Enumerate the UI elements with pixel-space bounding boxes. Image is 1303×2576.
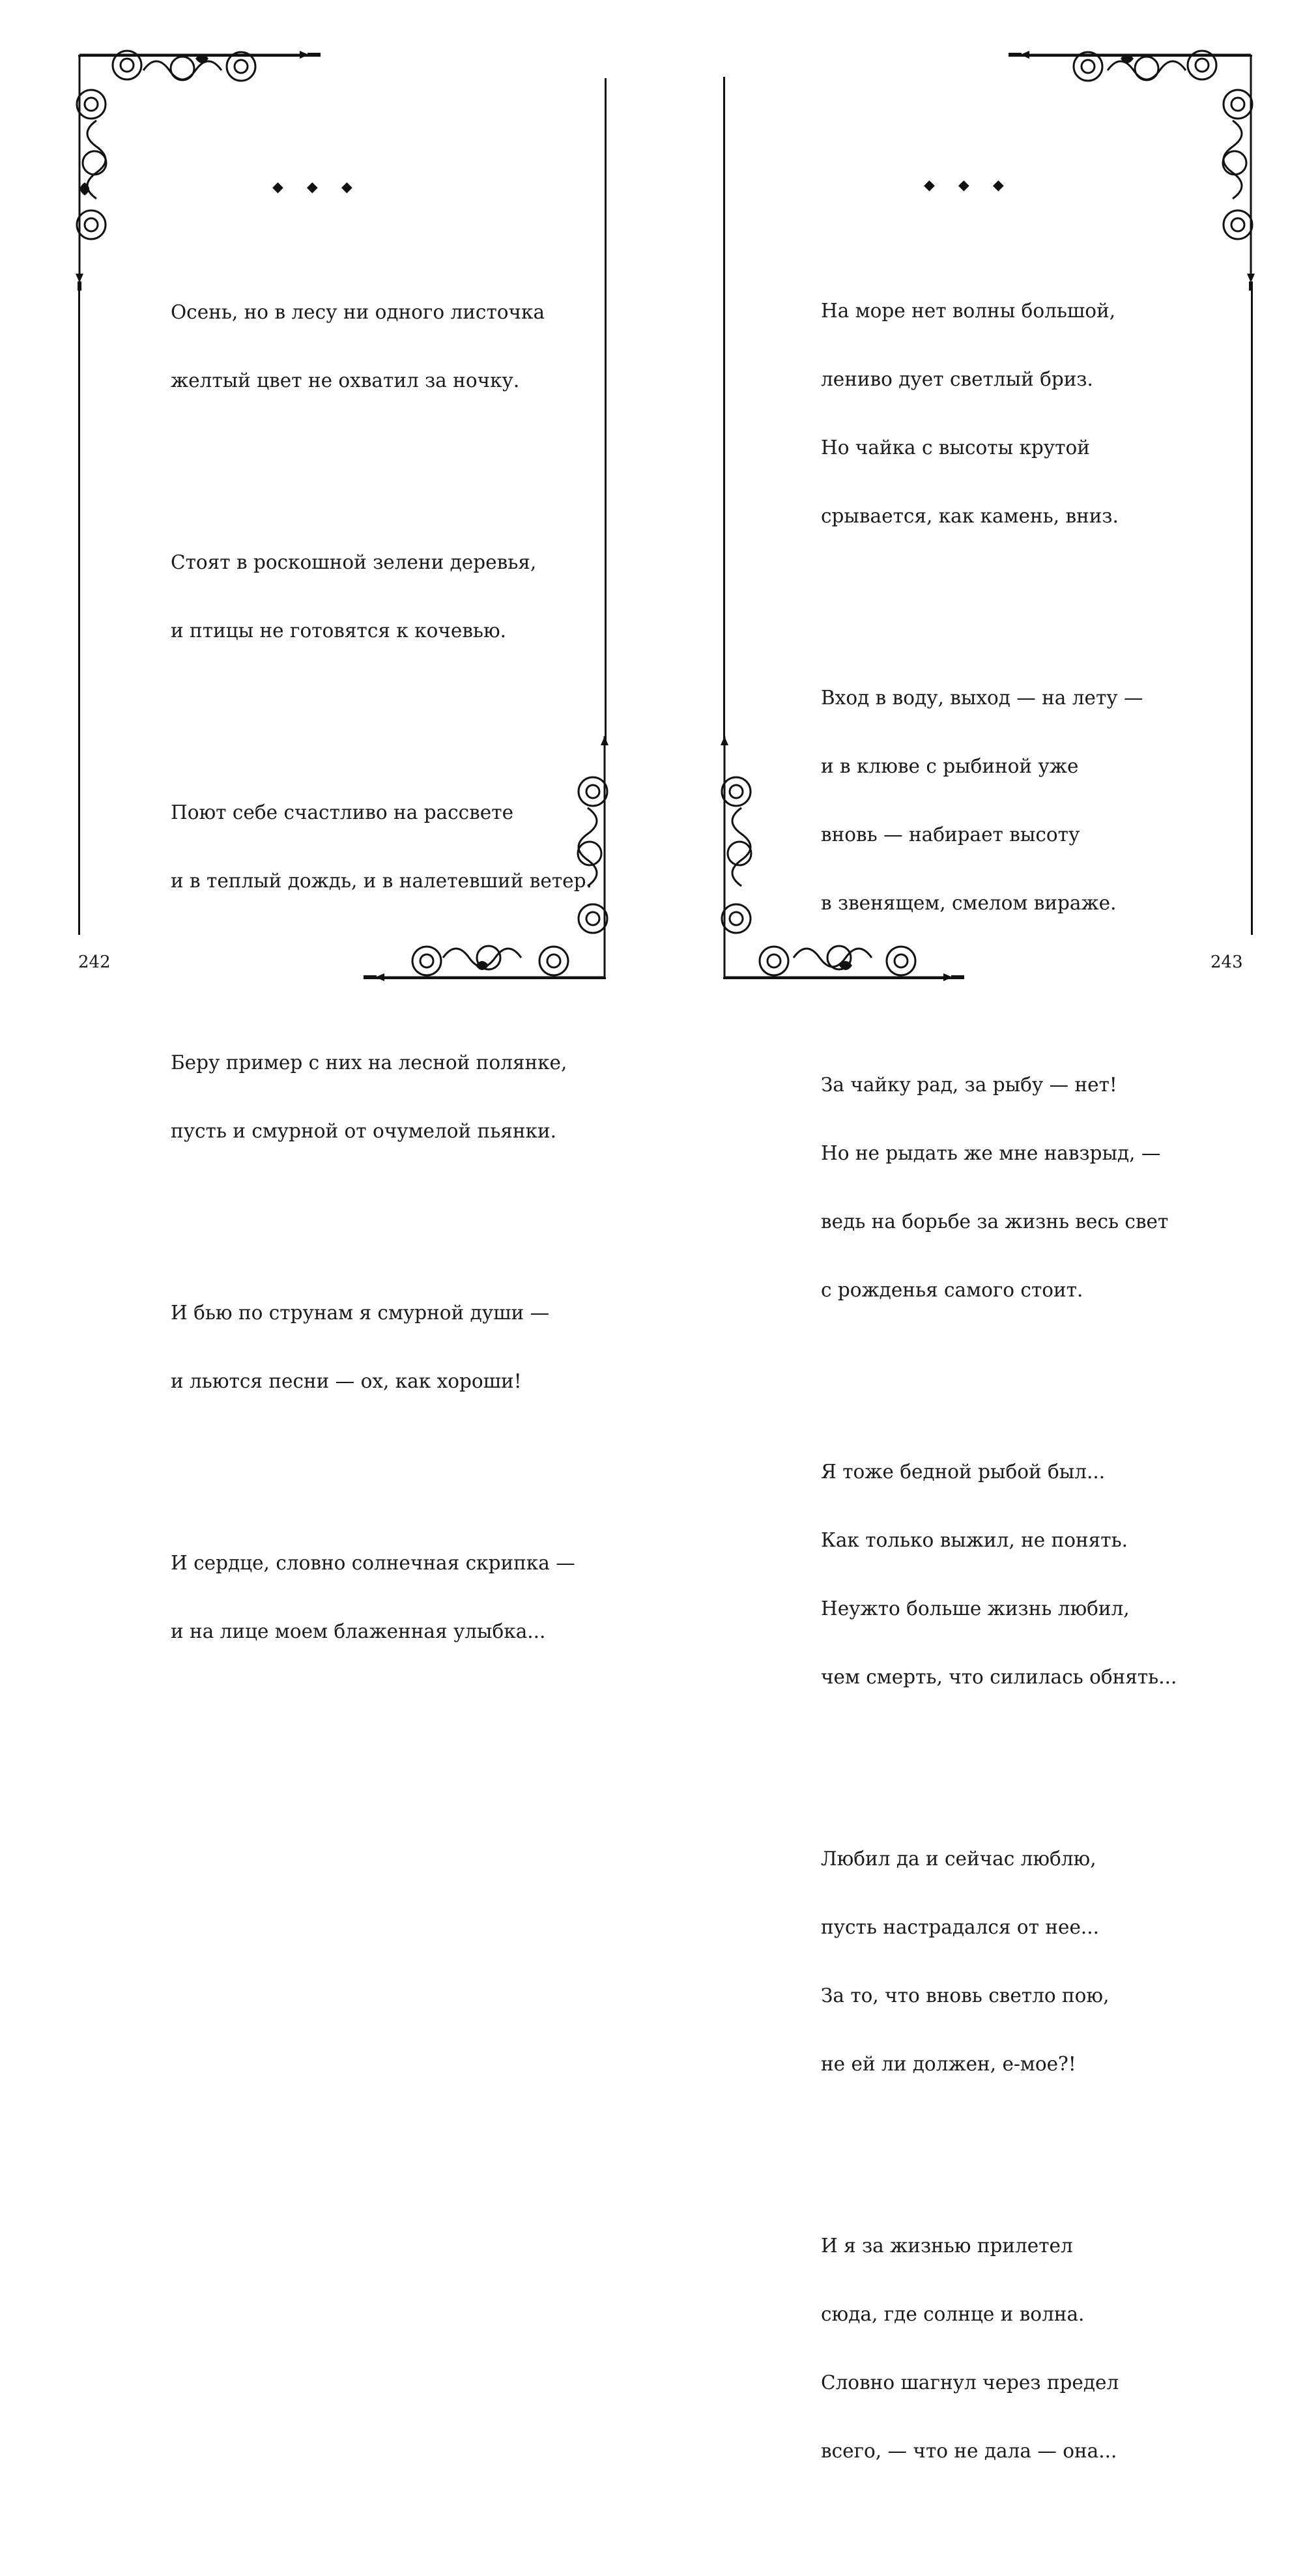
diamond-icon: ◆ — [958, 177, 969, 193]
stanza — [821, 254, 1177, 573]
poem-line: Но не рыдать же мне навзрыд, — — [821, 1142, 1161, 1164]
poem-line: За то, что вновь светло пою, — [821, 1984, 1110, 2007]
poem-line: срывается, как камень, вниз. — [821, 505, 1119, 527]
poem-right — [821, 208, 1177, 2576]
diamond-icon: ◆ — [924, 177, 935, 193]
page-number: 243 — [1210, 952, 1243, 972]
poem-line: и льются песни — ох, как хороши! — [171, 1370, 522, 1392]
page-number: 242 — [78, 952, 111, 972]
stanza — [171, 756, 592, 938]
poem-line: Стоят в роскошной зелени деревья, — [171, 551, 537, 573]
poem-line: всего, — что не дала — она... — [821, 2440, 1117, 2462]
left-frame-inner-line — [605, 78, 607, 743]
poem-line: Вход в воду, выход — на лету — — [821, 687, 1143, 709]
stanza — [821, 641, 1177, 960]
poem-line: И я за жизнью прилетел — [821, 2235, 1073, 2257]
poem-line: и на лице моем блаженная улыбка... — [171, 1620, 546, 1642]
poem-line: и в теплый дождь, и в налетевший ветер. — [171, 870, 592, 892]
poem-line: и птицы не готовятся к кочевью. — [171, 620, 507, 642]
stanza — [171, 506, 592, 688]
stanza — [171, 1006, 592, 1188]
diamond-icon: ◆ — [341, 179, 352, 195]
poem-line: вновь — набирает высоту — [821, 823, 1080, 846]
poem-line: и в клюве с рыбиной уже — [821, 755, 1079, 777]
poem-line: Я тоже бедной рыбой был... — [821, 1461, 1106, 1483]
poem-line: Поют себе счастливо на рассвете — [171, 801, 514, 823]
diamond-icon: ◆ — [306, 179, 318, 195]
diamond-icon: ◆ — [992, 177, 1004, 193]
poem-line: пусть настрадался от нее... — [821, 1916, 1100, 1938]
right-frame-inner-line — [723, 77, 725, 741]
poem-line: Осень, но в лесу ни одного листочка — [171, 301, 545, 323]
stanza — [821, 1028, 1177, 1347]
left-frame-outer-line — [78, 287, 80, 935]
right-frame-outer-line — [1251, 287, 1253, 935]
poem-line: пусть и смурной от очумелой пьянки. — [171, 1120, 557, 1142]
poem-line: На море нет волны большой, — [821, 300, 1116, 322]
stanza — [821, 2189, 1177, 2508]
left-page — [0, 0, 652, 1642]
poem-line: Неужто больше жизнь любил, — [821, 1597, 1130, 1620]
ornament-divider — [912, 177, 1016, 193]
poem-line: Словно шагнул через предел — [821, 2371, 1119, 2394]
stanza — [821, 1415, 1177, 1734]
poem-line: Любил да и сейчас люблю, — [821, 1848, 1096, 1870]
stanza — [821, 1802, 1177, 2121]
stanza — [171, 255, 592, 438]
poem-line: И бью по струнам я смурной души — — [171, 1302, 550, 1324]
poem-line: За чайку рад, за рыбу — нет! — [821, 1074, 1117, 1096]
poem-line: ведь на борьбе за жизнь весь свет — [821, 1210, 1169, 1233]
poem-line: в звенящем, смелом вираже. — [821, 892, 1117, 914]
poem-line: лениво дует светлый бриз. — [821, 368, 1093, 390]
poem-line: И сердце, словно солнечная скрипка — — [171, 1552, 575, 1574]
poem-line: чем смерть, что силилась обнять... — [821, 1666, 1177, 1688]
poem-line: не ей ли должен, е-мое?! — [821, 2053, 1076, 2075]
diamond-icon: ◆ — [272, 179, 283, 195]
poem-line: желтый цвет не охватил за ночку. — [171, 369, 520, 392]
poem-line: сюда, где солнце и волна. — [821, 2303, 1085, 2325]
poem-line: с рожденья самого стоит. — [821, 1279, 1083, 1301]
poem-line: Беру пример с них на лесной полянке, — [171, 1052, 567, 1074]
poem-left — [171, 210, 592, 1756]
ornament-divider — [261, 179, 364, 195]
poem-line: Как только выжил, не понять. — [821, 1529, 1128, 1551]
right-page — [652, 0, 1303, 2462]
poem-line: Но чайка с высоты крутой — [821, 436, 1090, 459]
stanza — [171, 1506, 592, 1689]
stanza — [171, 1256, 592, 1438]
